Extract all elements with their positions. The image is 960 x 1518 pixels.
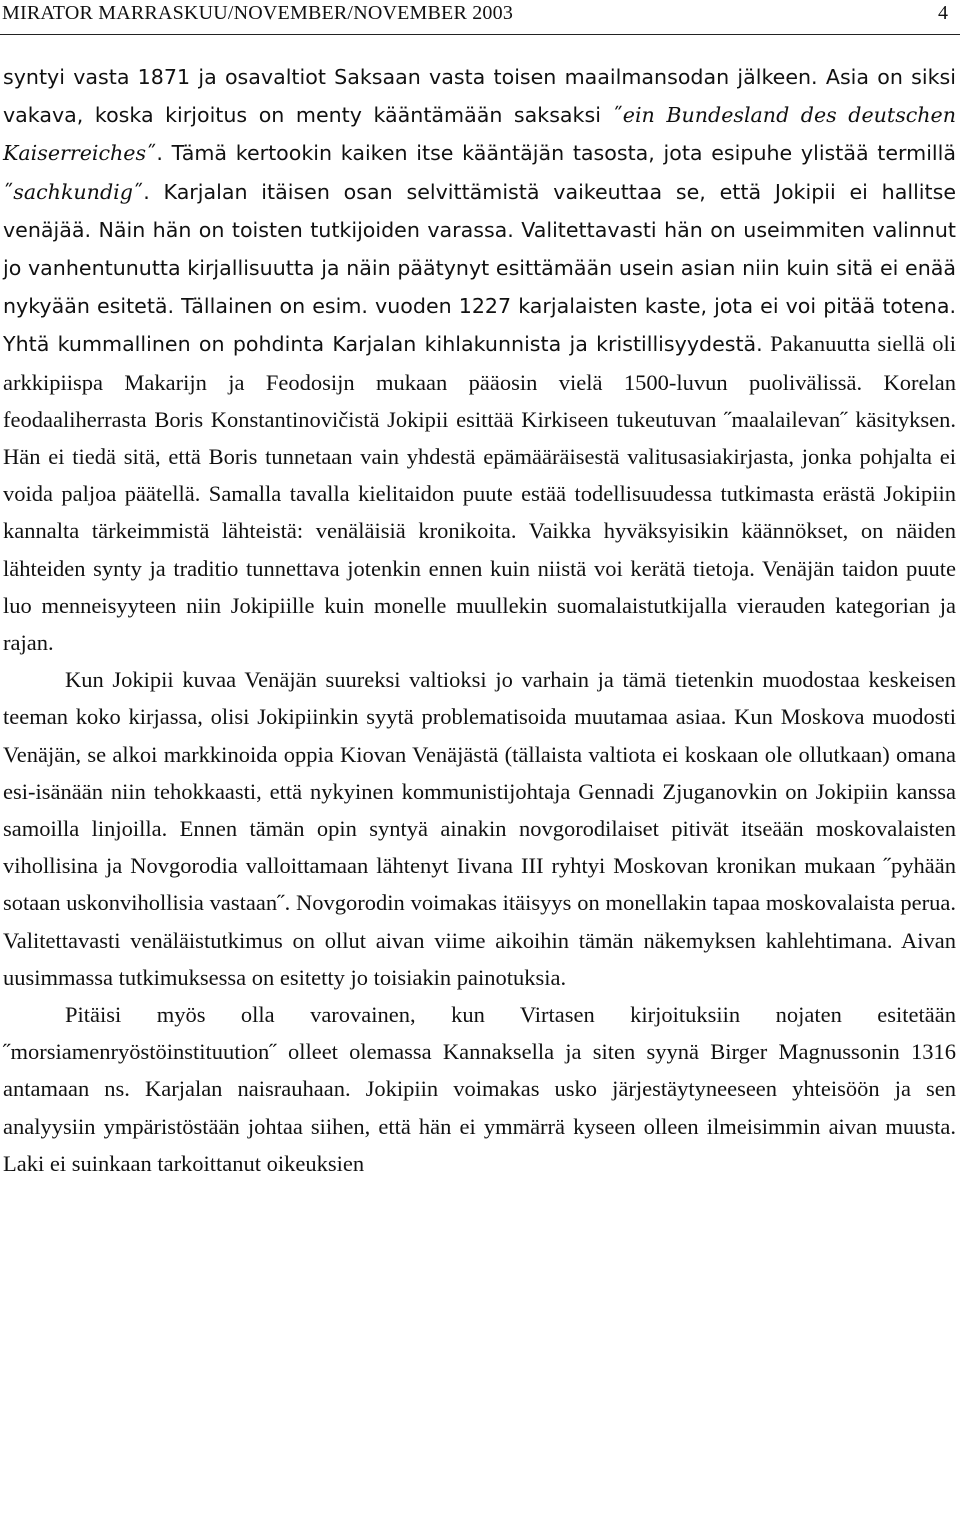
italic-term: sachkundig	[13, 179, 133, 204]
journal-title: MIRATOR MARRASKUU/NOVEMBER/NOVEMBER 2003	[2, 2, 514, 24]
article-body	[3, 58, 956, 1182]
text-run: Karjalan itäisen osan selvittämistä vaikeuttaa se, että Jokipii ei hallitse venäjää. Näin hän on toisten tutkijoiden varassa. Valitettavasti hän on useimmiten valinnut jo vanhentunutta kirjallisuutta ja näin päätynyt esittämään usein asian niin kuin sitä ei enää nykyään esitetä. Tällainen on esim. vuoden 1227 karjalaisten kaste, jota ei voi pitää totena. Yhtä kummallinen on pohdinta Karjalan kihlakunnista ja kristillisyydestä.	[3, 179, 956, 357]
text-run: ˝.	[132, 179, 150, 204]
paragraph-1	[3, 58, 956, 661]
page-header	[0, 0, 960, 35]
italic-phrase: ein Bundesland des deutschen Kaiserreiches	[3, 103, 957, 166]
text-run: ˝. Tämä kertookin kaiken itse kääntäjän tasosta, jota esipuhe ylistää termillä ˝	[3, 141, 956, 204]
page-number: 4	[938, 2, 948, 24]
text-run: syntyi vasta 1871 ja osavaltiot Saksaan vasta toisen maailmansodan jälkeen. Asia on siksi vakava, koska kirjoitus on menty kääntämään saksaksi ˝	[3, 65, 956, 128]
paragraph-1-sans-passage	[3, 65, 956, 356]
text-run: Pakanuutta siellä oli arkkipiispa Makarijn ja Feodosijn mukaan pääosin vielä 1500-luvun puolivälissä. Korelan feodaaliherrasta Boris Konstantinovičistä Jokipii esittää Kirkiseen tukeutuvan ˝maalailevan˝ käsityksen. Hän ei tiedä sitä, että Boris tunnetaan vain yhdestä epämääräisestä valitusasiakirjasta, jonka pohjalta ei voida paljoa päätellä. Samalla tavalla kielitaidon puute estää todellisuudessa tutkimasta erästä Jokipiin kannalta tärkeimmistä lähteistä: venäläisiä kronikoita. Vaikka hyväksyisikin käännökset, on näiden lähteiden synty ja traditio tunnettava jotenkin ennen kuin niistä voi kerätä tietoja. Venäjän taidon puute luo menneisyyteen niin Jokipiille kuin monelle muullekin suomalaistutkijalla vierauden kategorian ja rajan.	[3, 331, 957, 656]
paragraph-3: Pitäisi myös olla varovainen, kun Virtasen kirjoituksiin nojaten esitetään ˝morsiamenryöstöinstituution˝ olleet olemassa Kannaksella ja siten syynä Birger Magnussonin 1316 antamaan ns. Karjalan naisrauhaan. Jokipiin voimakas usko järjestäytyneeseen yhteisöön ja sen analyysiin ympäristöstään johtaa siihen, että hän ei ymmärrä kyseen olleen ilmeisimmin aivan muusta. Laki ei suinkaan tarkoittanut oikeuksien	[3, 1002, 956, 1176]
paragraph-2: Kun Jokipii kuvaa Venäjän suureksi valtioksi jo varhain ja tämä tietenkin muodostaa keskeisen teeman koko kirjassa, olisi Jokipiinkin syytä problematisoida muutamaa asiaa. Kun Moskova muodosti Venäjän, se alkoi markkinoida oppia Kiovan Venäjästä (tällaista valtiota ei koskaan ole ollutkaan) omana esi-isänään niin tehokkaasti, että nykyinen kommunistijohtaja Gennadi Zjuganovkin on Jokipiin kanssa samoilla linjoilla. Ennen tämän opin syntyä ainakin novgorodilaiset pitivät itseään moskovalaisten vihollisina ja Novgorodia valloittamaan lähtenyt Iivana III ryhtyi Moskovan kronikan mukaan ˝pyhään sotaan uskonvihollisia vastaan˝. Novgorodin voimakas itäisyys on monellakin tapaa moskovalaista perua. Valitettavasti venäläistutkimus on ollut aivan viime aikoihin tämän näkemyksen kahlehtimana. Aivan uusimmassa tutkimuksessa on esitetty jo toisiakin painotuksia.	[3, 667, 956, 990]
